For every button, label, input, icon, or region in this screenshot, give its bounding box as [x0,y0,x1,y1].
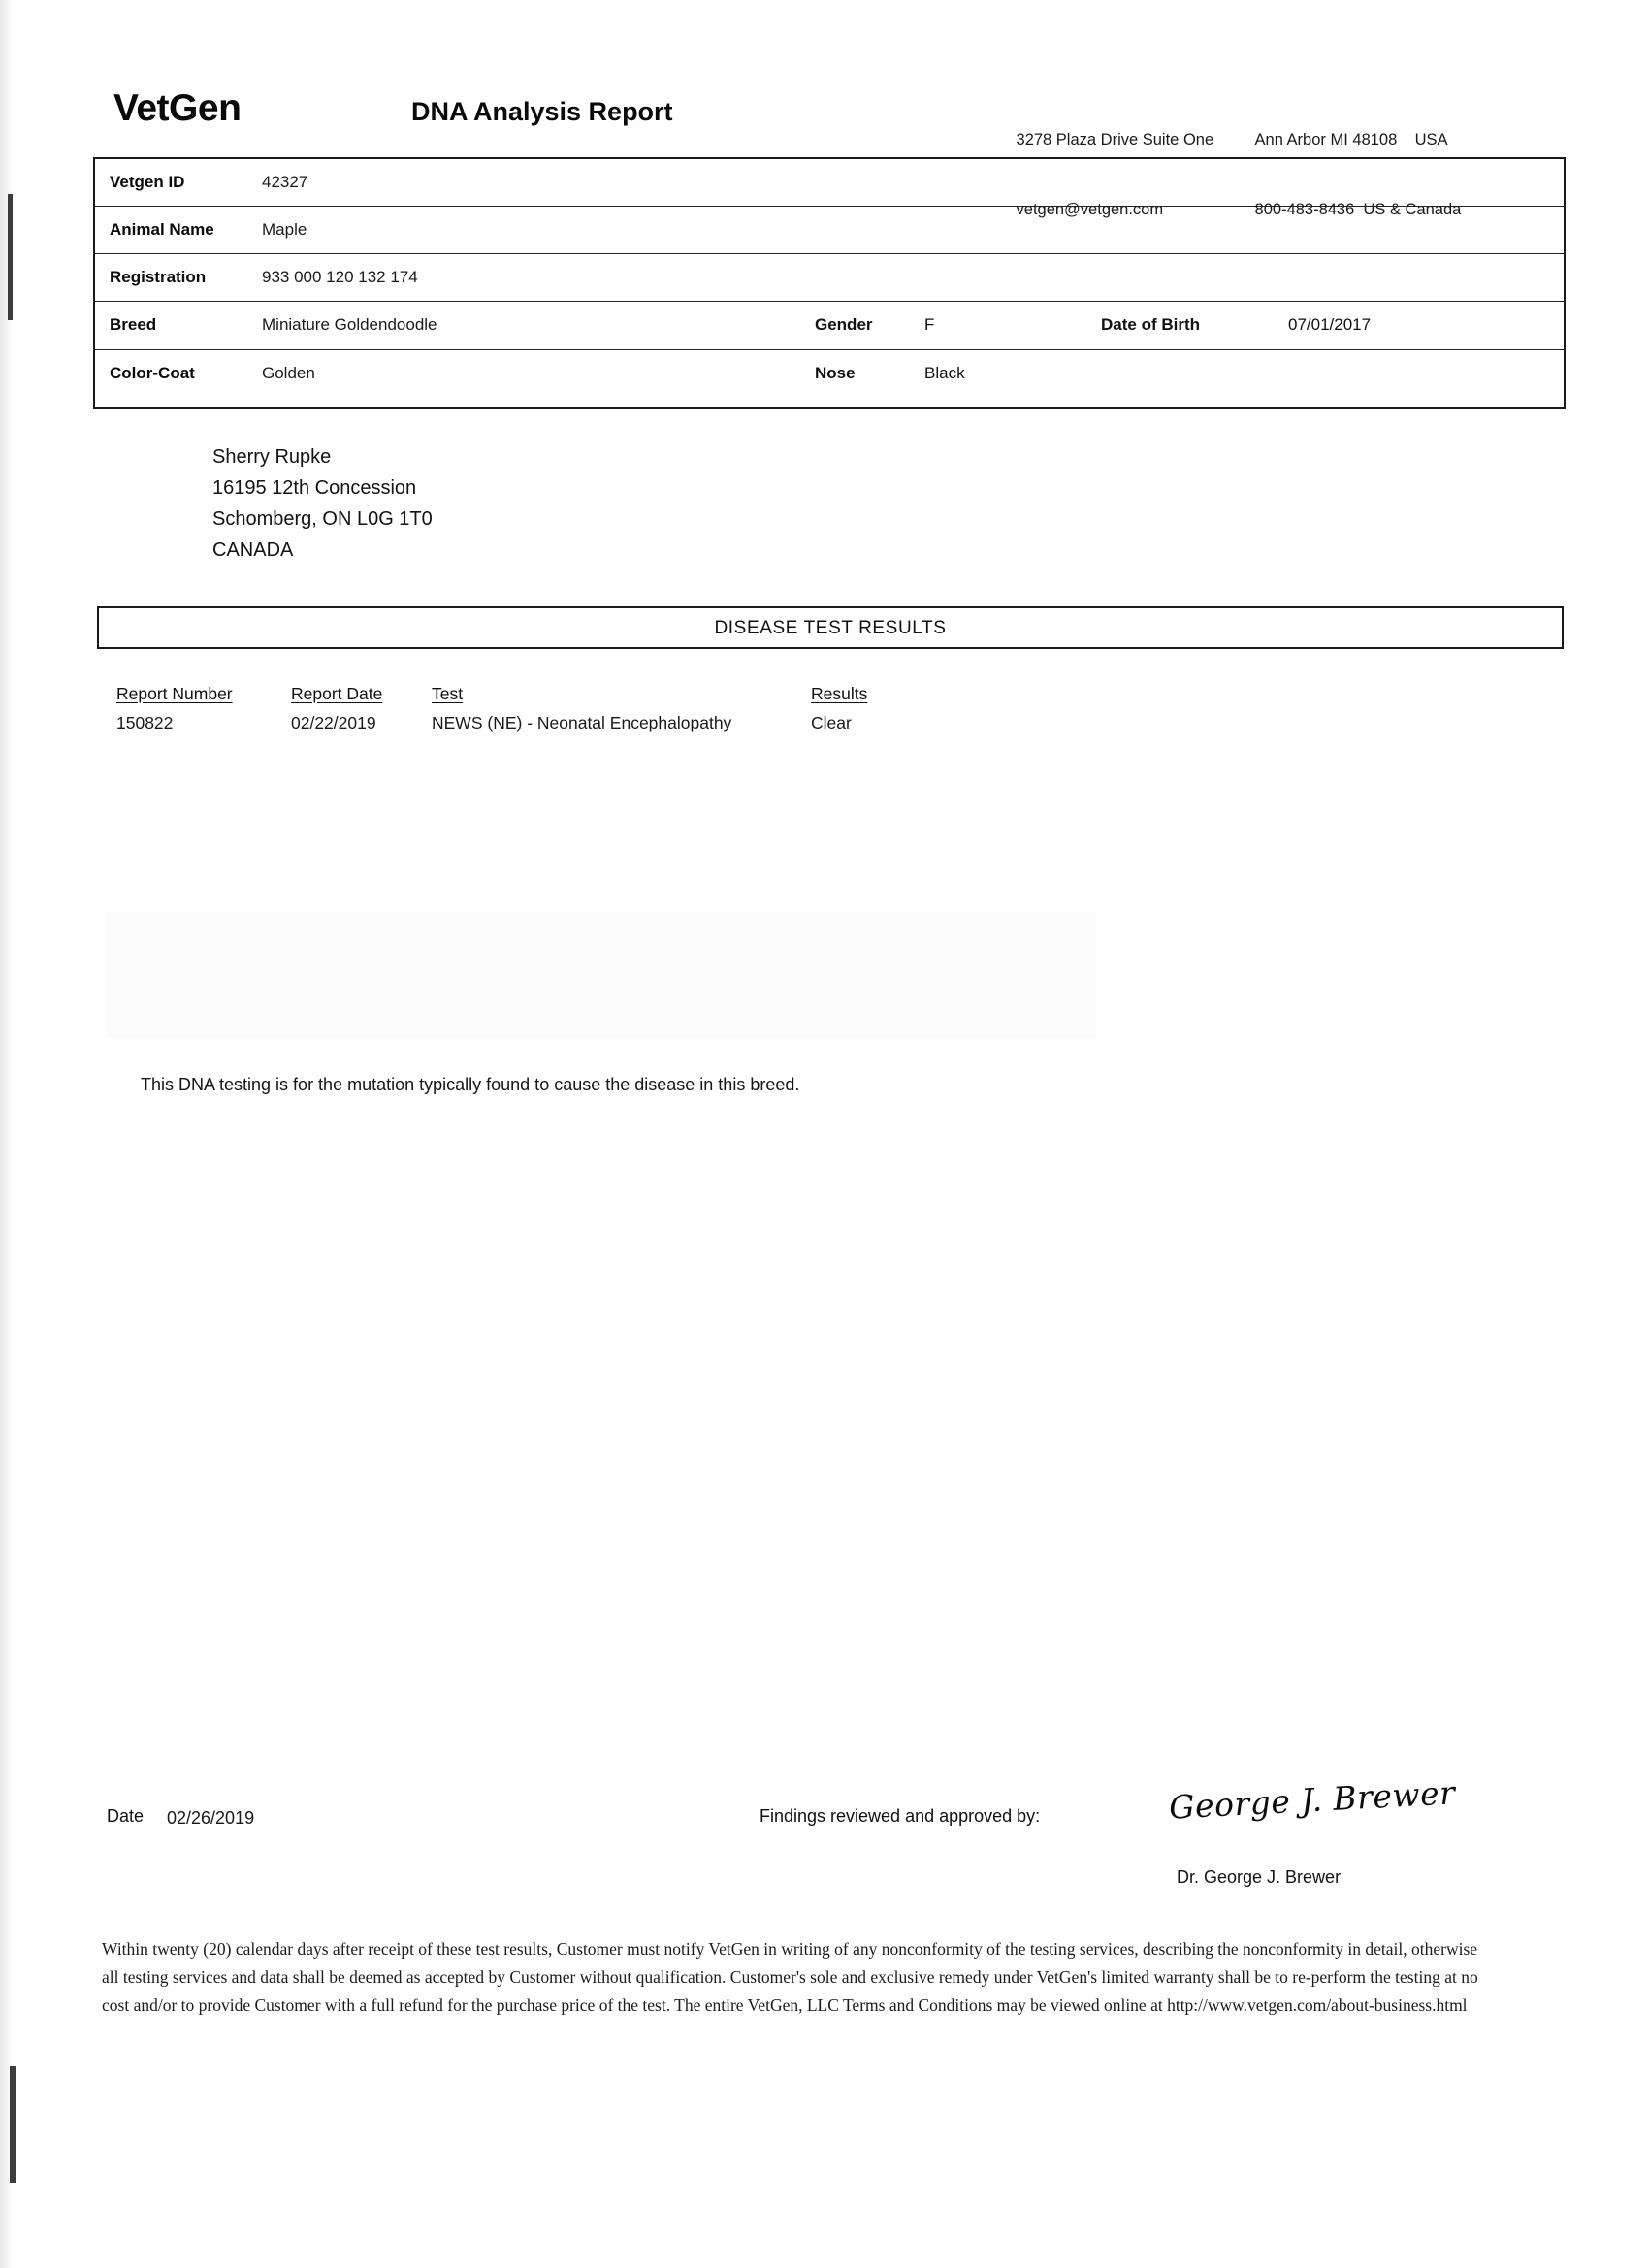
color-coat-label: Color-Coat [110,364,195,382]
vetgen-logo: VetGen [113,87,242,129]
registration-label: Registration [110,268,207,286]
banner-label: DISEASE TEST RESULTS [714,618,947,638]
column-header-report-number: Report Number [116,684,233,703]
vetgen-id-label: Vetgen ID [110,173,185,191]
info-row-vetgen-id [95,159,1564,207]
owner-country: CANADA [212,539,294,561]
breed-label: Breed [110,315,157,334]
company-phone: 800-483-8436 US & Canada [1254,201,1462,218]
legal-terms-paragraph: Within twenty (20) calendar days after receipt of these test results, Customer must notify VetGen in writing of any nonconformity of the testing services, describing the nonconformity in detail, otherwise all testing services and data shall be deemed as accepted by Customer without qualification. Customer's sole and exclusive remedy under VetGen's limited warranty shall be to re-perform the testing at no cost and/or to provide Customer with a full refund for the purchase price of the test. The entire VetGen, LLC Terms and Conditions may be viewed online at http://www.vetgen.com/about-business.html [102,1939,1478,2015]
page-title: DNA Analysis Report [411,97,673,126]
signoff-date-label: Date [107,1806,145,1826]
results-table [116,684,1474,742]
animal-name-value: Maple [262,220,307,239]
cell-result: Clear [811,713,852,732]
table-row [116,713,1474,742]
owner-address-block [212,441,433,566]
company-city-state: Ann Arbor MI 48108 USA [1254,131,1448,148]
results-table-header [116,684,1474,713]
column-header-test: Test [432,684,464,703]
column-header-results: Results [811,684,868,703]
info-row-color-coat [95,350,1564,411]
scan-mark-bottom [10,2066,16,2183]
registration-value: 933 000 120 132 174 [262,268,418,286]
info-row-registration [95,254,1564,302]
cell-report-date: 02/22/2019 [291,713,376,732]
cell-report-number: 150822 [116,713,174,732]
company-email[interactable]: vetgen@vetgen.com [1016,201,1164,218]
info-row-breed [95,302,1564,350]
nose-label: Nose [815,364,856,382]
signature-image: George J. Brewer [1168,1773,1457,1827]
scan-edge-artifact [0,0,14,2268]
approved-by-label: Findings reviewed and approved by: [760,1806,1041,1826]
cell-test: NEWS (NE) - Neonatal Encephalopathy [432,713,732,732]
breed-value: Miniature Goldendoodle [262,315,437,334]
owner-street: 16195 12th Concession [212,477,417,499]
testing-footnote: This DNA testing is for the mutation typically found to cause the disease in this breed. [141,1075,800,1094]
owner-city-line: Schomberg, ON L0G 1T0 [212,508,433,530]
scan-mark-top [8,194,13,320]
animal-name-label: Animal Name [110,220,214,239]
gender-value: F [924,315,935,334]
dob-label: Date of Birth [1101,315,1200,334]
animal-info-box [93,157,1566,409]
company-street: 3278 Plaza Drive Suite One [1016,131,1214,148]
nose-value: Black [924,364,965,382]
column-header-report-date: Report Date [291,684,383,703]
signer-name: Dr. George J. Brewer [1177,1867,1342,1887]
vetgen-id-value: 42327 [262,173,308,191]
gender-label: Gender [815,315,873,334]
disease-test-results-banner [97,606,1564,649]
info-row-animal-name [95,207,1564,254]
dob-value: 07/01/2017 [1288,315,1372,334]
color-coat-value: Golden [262,364,315,382]
signoff-date-value: 02/26/2019 [167,1808,255,1828]
owner-name: Sherry Rupke [212,446,332,468]
blank-results-area [107,912,1096,1038]
